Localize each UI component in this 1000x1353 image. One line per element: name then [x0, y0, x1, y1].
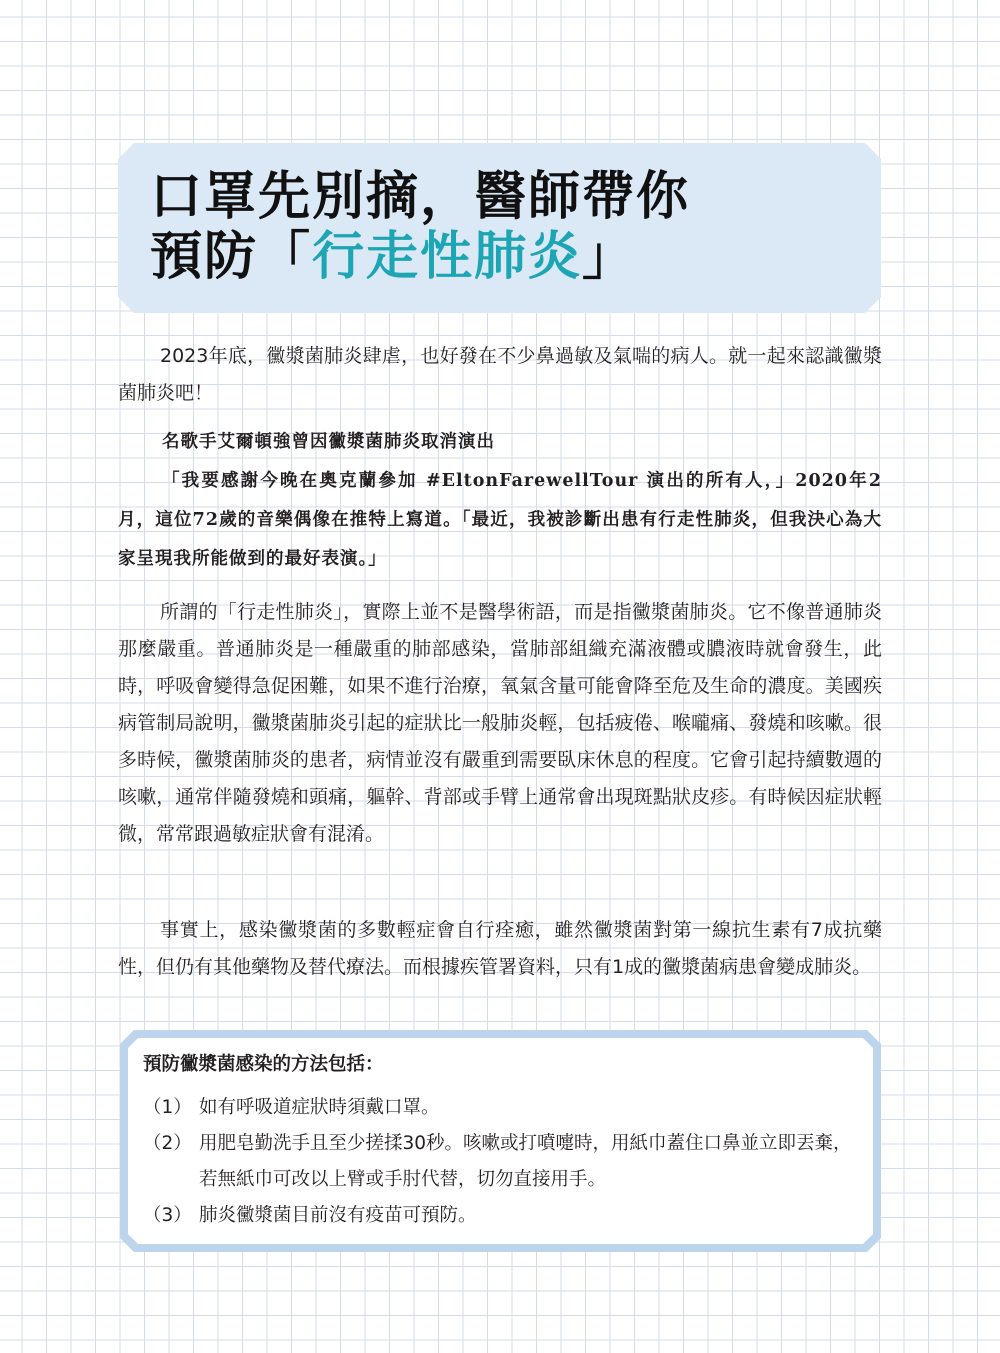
list-item-text: 如有呼吸道症狀時須戴口罩。 — [199, 1097, 440, 1118]
title-bracket-close: 」 — [582, 226, 637, 287]
quote-body: 「我要感謝今晚在奧克蘭參加 #EltonFarewellTour 演出的所有人，」2020年2月，這位72歲的音樂偶像在推特上寫道。「最近，我被診斷出患有行走性肺炎，但我決心為大家呈現我所能做到的最好表演。」 — [118, 471, 882, 569]
list-item-number: （1） — [143, 1097, 192, 1118]
list-item — [143, 1090, 863, 1126]
prevention-list — [143, 1090, 863, 1234]
body-paragraph-1: 所謂的「行走性肺炎」，實際上並不是醫學術語，而是指黴漿菌肺炎。它不像普通肺炎那麼嚴重。普通肺炎是一種嚴重的肺部感染，當肺部組織充滿液體或膿液時就會發生，此時，呼吸會變得急促困難，如果不進行治療，氧氣含量可能會降至危及生命的濃度。美國疾病管制局說明，黴漿菌肺炎引起的症狀比一般肺炎輕，包括疲倦、喉嚨痛、發燒和咳嗽。很多時候，黴漿菌肺炎的患者，病情並沒有嚴重到需要臥床休息的程度。它會引起持續數週的咳嗽，通常伴隨發燒和頭痛，軀幹、背部或手臂上通常會出現斑點狀皮疹。有時候因症狀輕微，常常跟過敏症狀會有混淆。 — [118, 601, 882, 845]
page-title-line-1: 口罩先別摘，醫師帶你 — [150, 166, 691, 227]
body-paragraph-2: 事實上，感染黴漿菌的多數輕症會自行痊癒，雖然黴漿菌對第一線抗生素有7成抗藥性，但仍有其他藥物及替代療法。而根據疾管署資料，只有1成的黴漿菌病患會變成肺炎。 — [118, 919, 882, 978]
quote-heading: 名歌手艾爾頓強曾因黴漿菌肺炎取消演出 — [162, 432, 495, 452]
intro-paragraph: 2023年底，黴漿菌肺炎肆虐，也好發在不少鼻過敏及氣喘的病人。就一起來認識黴漿菌肺炎吧！ — [118, 345, 882, 404]
list-item-text: 肺炎黴漿菌目前沒有疫苗可預防。 — [199, 1205, 477, 1226]
list-item-text: 用肥皂勤洗手且至少搓揉30秒。咳嗽或打噴嚏時，用紙巾蓋住口鼻並立即丟棄，若無紙巾可改以上臂或手肘代替，切勿直接用手。 — [199, 1133, 852, 1190]
quote-block — [118, 423, 882, 579]
prevention-title: 預防黴漿菌感染的方法包括： — [143, 1054, 384, 1075]
list-item-number: （3） — [143, 1205, 192, 1226]
list-item — [143, 1126, 863, 1198]
title-highlight: 行走性肺炎 — [312, 226, 583, 287]
list-item-number: （2） — [143, 1133, 192, 1154]
title-bracket-open: 預防「 — [150, 226, 313, 287]
list-item — [143, 1198, 863, 1234]
page-title-line-2 — [150, 227, 636, 287]
